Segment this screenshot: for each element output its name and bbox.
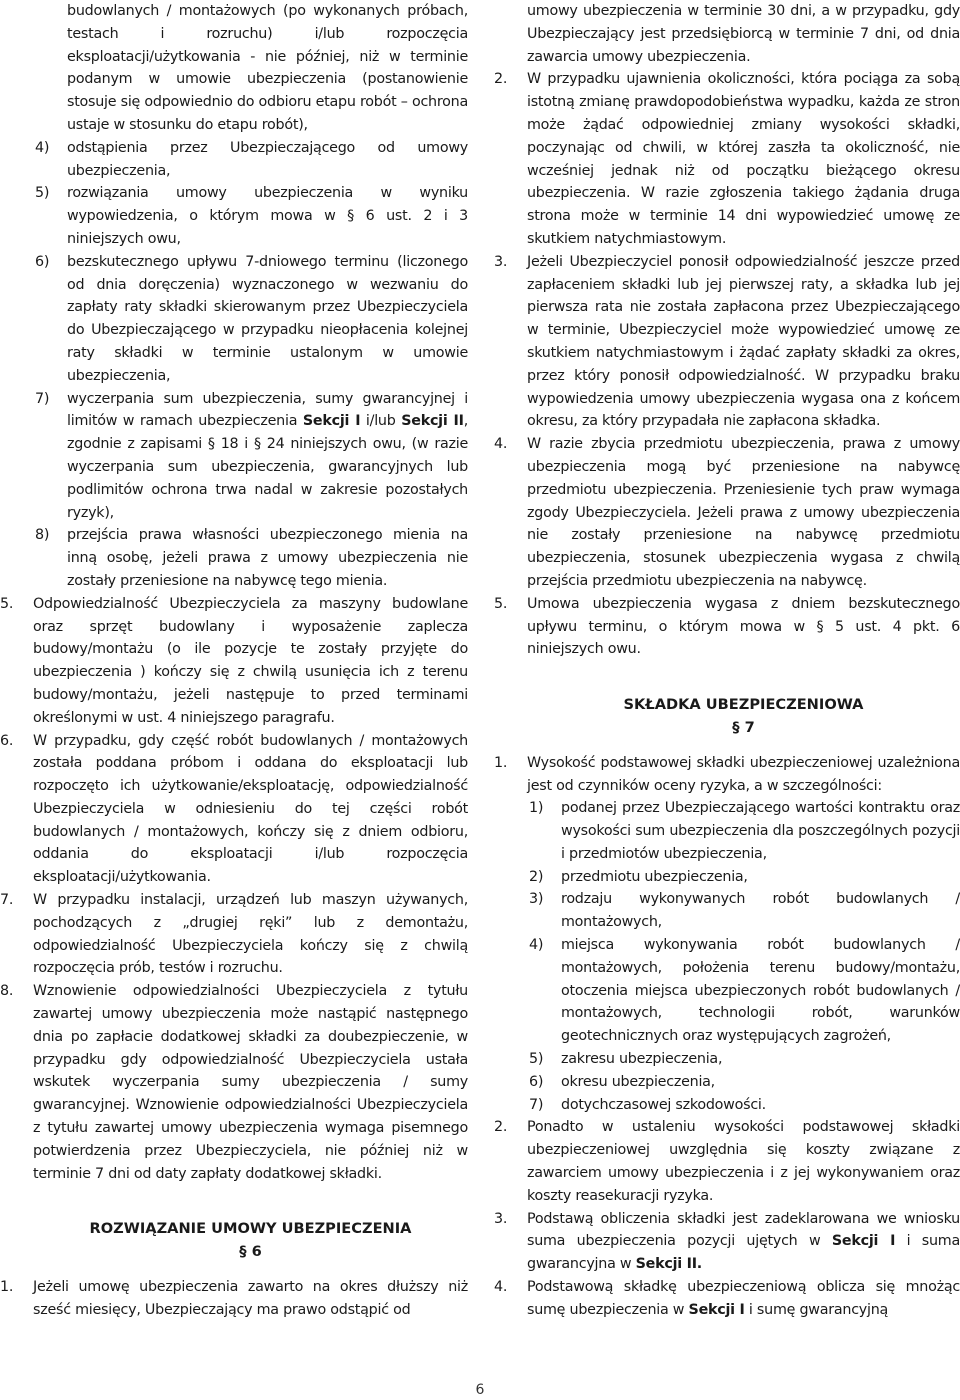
paragraph-number: 5.: [0, 595, 14, 612]
paragraph-text: W przypadku, gdy część robót budowlanych / montażowych została poddana próbom i oddana do eksploatacji lub rozpoczęto ich użytkowanie/eksploatację, odpowiedzialność Ubezpieczyciela w odniesieniu do tej części robót budowlanych / montażowych, kończy się z dniem odbioru, oddania do eksploatacji i/lub rozpoczęcia eksploatacji/użytkowania.: [33, 732, 468, 886]
paragraph-number: 2.: [494, 1119, 508, 1136]
list-item: [0, 182, 468, 250]
paragraph-text: W razie zbycia przedmiotu ubezpieczenia, prawa z umowy ubezpieczenia mogą być przeniesione na nabywcę przedmiotu ubezpieczenia. Przeniesienie tych praw wymaga zgody Ubezpieczyciela. Jeżeli prawa z umowy ubezpieczenia nie zostały przeniesione na nabywcę przedmiotu ubezpieczenia, stosunek ubezpieczenia wygasa z chwilą przejścia przedmiotu ubezpieczenia na nabywcę.: [527, 436, 960, 589]
paragraph-number: 4.: [494, 436, 508, 453]
item-number: 2): [529, 868, 544, 885]
paragraph: [0, 730, 468, 890]
paragraph: [0, 980, 468, 1185]
paragraph: [494, 433, 960, 593]
item-text: miejsca wykonywania robót budowlanych / montażowych, położenia terenu budowy/montażu, otoczenia miejsca ubezpieczonych robót budowlanych / montażowych, technologii robót, warunków geotechnicznych oraz występujących zagrożeń,: [561, 937, 960, 1045]
item-number: 4): [35, 139, 50, 156]
paragraph: [494, 593, 960, 661]
list-item: [494, 797, 960, 865]
paragraph-number: 5.: [494, 595, 508, 612]
paragraph: [0, 889, 468, 980]
list-item: [494, 934, 960, 1048]
paragraph-text: Ponadto w ustaleniu wysokości podstawowej składki ubezpieczeniowej uwzględnia się koszty związane z zawarciem umowy ubezpieczenia i z jej wykonywaniem oraz koszty reasekuracji ryzyka.: [527, 1119, 960, 1204]
paragraph-number: 8.: [0, 983, 14, 1000]
item-number: 6): [529, 1073, 544, 1090]
section-heading-title: SKŁADKA UBEZPIECZENIOWA: [623, 696, 864, 714]
item-number: 7): [529, 1096, 544, 1113]
item-text: rozwiązania umowy ubezpieczenia w wyniku wypowiedzenia, o którym mowa w § 6 ust. 2 i 3 niniejszych owu,: [67, 185, 468, 247]
paragraph-number: 4.: [494, 1279, 508, 1296]
bold-term: Sekcji I: [688, 1301, 745, 1318]
paragraph-number: 3.: [494, 253, 508, 270]
paragraph-number: 2.: [494, 71, 508, 88]
paragraph-text: Podstawą obliczenia składki jest zadeklarowana we wniosku suma ubezpieczenia pozycji ujętych w: [527, 1210, 960, 1250]
list-item: [494, 888, 960, 934]
item-text: i/lub: [360, 413, 402, 430]
item-text: wyczerpania sum ubezpieczenia, sumy gwarancyjnej i limitów w ramach ubezpieczenia: [67, 390, 468, 430]
item-text: przejścia prawa własności ubezpieczonego mienia na inną osobę, jeżeli prawa z umowy ubezpieczenia nie zostały przeniesione na nabywcę tego mienia.: [67, 527, 468, 589]
item-number: 5): [529, 1051, 544, 1068]
paragraph-number: 3.: [494, 1210, 508, 1227]
paragraph-text: Umowa ubezpieczenia wygasa z dniem bezskutecznego upływu terminu, o którym mowa w § 5 ust. 4 pkt. 6 niniejszych owu.: [527, 595, 960, 658]
item-number: 5): [35, 185, 50, 202]
item-text: przedmiotu ubezpieczenia,: [561, 868, 748, 885]
paragraph-number: 7.: [0, 892, 14, 909]
bold-term: Sekcji II.: [635, 1256, 702, 1273]
paragraph: [494, 1276, 960, 1322]
item-number: 7): [35, 390, 50, 407]
paragraph-text: W przypadku instalacji, urządzeń lub maszyn używanych, pochodzących z „drugiej ręki” lub z demontażu, odpowiedzialność Ubezpieczyciela kończy się z chwilą rozpoczęcia prób, testów i rozruchu.: [33, 892, 468, 977]
item-text: zakresu ubezpieczenia,: [561, 1051, 723, 1068]
right-column: [494, 0, 960, 1322]
item-number: 8): [35, 527, 50, 544]
paragraph-text: W przypadku ujawnienia okoliczności, która pociąga za sobą istotną zmianę prawdopodobieństwa wypadku, każda ze stron może żądać odpowiedniej zmiany wysokości składki, poczynając od chwili, w której zaszła ta okoliczność, nie wcześniej jednak niż od początku bieżącego okresu ubezpieczenia. W razie zgłoszenia takiego żądania druga strona może w terminie 14 dni wypowiedzieć umowę ze skutkiem natychmiastowym.: [527, 71, 960, 247]
paragraph: [494, 1208, 960, 1276]
left-column: [0, 0, 468, 1322]
item-text: bezskutecznego upływu 7-dniowego terminu (liczonego od dnia doręczenia) wyznaczonego w wezwaniu do zapłaty raty składki skierowanym przez Ubezpieczyciela do Ubezpieczającego w przypadku nieopłacenia kolejnej raty składki w terminie ustalonym w umowie ubezpieczenia,: [67, 253, 468, 384]
section-heading-number: § 7: [732, 718, 755, 736]
paragraph: [494, 251, 960, 433]
paragraph-text: i suma gwarancyjna w: [527, 1233, 960, 1273]
paragraph-text: Odpowiedzialność Ubezpieczyciela za maszyny budowlane oraz sprzęt budowlany i wyposażenie zaplecza budowy/montażu (o ile pozycje te zostały przyjęte do ubezpieczenia ) kończy się z chwilą usunięcia ich z terenu budowy/montażu, jeżeli następuje to przed terminami określonymi w ust. 4 niniejszego paragrafu.: [33, 595, 468, 726]
paragraph: [494, 752, 960, 798]
bold-term: Sekcji II: [401, 413, 464, 430]
paragraph-text: Jeżeli umowę ubezpieczenia zawarto na okres dłuższy niż sześć miesięcy, Ubezpieczający ma prawo odstąpić od: [33, 1279, 468, 1318]
paragraph-text: i sumę gwarancyjną: [744, 1301, 889, 1318]
list-item: [0, 524, 468, 592]
list-item: [494, 1071, 960, 1094]
list-item: [0, 137, 468, 183]
item-text: , zgodnie z zapisami § 18 i § 24 niniejszych owu, (w razie wyczerpania sum ubezpieczenia, gwarancyjnych lub podlimitów ochrona trwa nadal w zakresie pozostałych ryzyk),: [67, 413, 468, 521]
item-text: dotychczasowej szkodowości.: [561, 1096, 766, 1113]
item-number: 6): [35, 253, 50, 270]
list-item: [494, 1048, 960, 1071]
paragraph: [0, 593, 468, 730]
item-number: 1): [529, 800, 544, 817]
paragraph: [0, 1276, 468, 1322]
item-text: okresu ubezpieczenia,: [561, 1073, 715, 1090]
list-item: [494, 866, 960, 889]
bold-term: Sekcji I: [302, 413, 361, 430]
continued-item-text: budowlanych / montażowych (po wykonanych próbach, testach i rozruchu) i/lub rozpoczęcia eksploatacji/użytkowania - nie później, niż w terminie podanym w umowie ubezpieczenia (postanowienie stosuje się odpowiednio do odbioru etapu robót – ochrona ustaje w stosunku do etapu robót),: [67, 3, 468, 133]
paragraph-text: Wysokość podstawowej składki ubezpieczeniowej uzależniona jest od czynników oceny ryzyka, a w szczególności:: [527, 754, 960, 794]
paragraph-number: 6.: [0, 732, 14, 749]
item-number: 3): [529, 891, 544, 908]
item-text: rodzaju wykonywanych robót budowlanych / montażowych,: [561, 891, 960, 931]
paragraph: [494, 68, 960, 250]
list-item: [0, 388, 468, 525]
section-heading-number: § 6: [239, 1243, 262, 1261]
list-item: [494, 1094, 960, 1117]
paragraph-number: 1.: [0, 1279, 14, 1296]
paragraph-text: Podstawową składkę ubezpieczeniową oblicza się mnożąc sumę ubezpieczenia w: [527, 1279, 960, 1318]
list-item: [0, 251, 468, 388]
paragraph-text: Jeżeli Ubezpieczyciel ponosił odpowiedzialność jeszcze przed zapłaceniem składki lub jej pierwszej raty, a składka lub jej pierwsza rata nie została zapłacona przez Ubezpieczającego w terminie, Ubezpieczyciel może wypowiedzieć umowę ze skutkiem natychmiastowym i żądać zapłaty składki za okres, przez który ponosił odpowiedzialność. W przypadku braku wypowiedzenia umowy ubezpieczenia wygasa ona z końcem okresu, za który przypadała nie zapłacona składka.: [527, 253, 960, 430]
bold-term: Sekcji I: [831, 1233, 896, 1250]
item-text: podanej przez Ubezpieczającego wartości kontraktu oraz wysokości sum ubezpieczenia dla poszczególnych pozycji i przedmiotów ubezpieczenia,: [561, 800, 960, 862]
paragraph: [494, 1116, 960, 1207]
page-number: 6: [475, 1382, 485, 1398]
paragraph-text: Wznowienie odpowiedzialności Ubezpieczyciela z tytułu zawartej umowy ubezpieczenia może nastąpić następnego dnia po zapłacie dodatkowej składki za doubezpieczenie, w przypadku gdy odpowiedzialność Ubezpieczyciela ustała wskutek wyczerpania sumy ubezpieczenia / sumy gwarancyjnej. Wznowienie odpowiedzialności Ubezpieczyciela z tytułu zawartej umowy ubezpieczenia wymaga pisemnego potwierdzenia przez Ubezpieczyciela, nie później niż w terminie 7 dni od daty zapłaty dodatkowej składki.: [33, 983, 468, 1182]
item-text: odstąpienia przez Ubezpieczającego od umowy ubezpieczenia,: [67, 139, 468, 179]
section-heading-title: ROZWIĄZANIE UMOWY UBEZPIECZENIA: [89, 1220, 412, 1238]
paragraph-number: 1.: [494, 754, 508, 771]
item-number: 4): [529, 937, 544, 954]
continued-paragraph-text: umowy ubezpieczenia w terminie 30 dni, a w przypadku, gdy Ubezpieczający jest przedsiębiorcą w terminie 7 dni, od dnia zawarcia umowy ubezpieczenia.: [527, 3, 960, 65]
